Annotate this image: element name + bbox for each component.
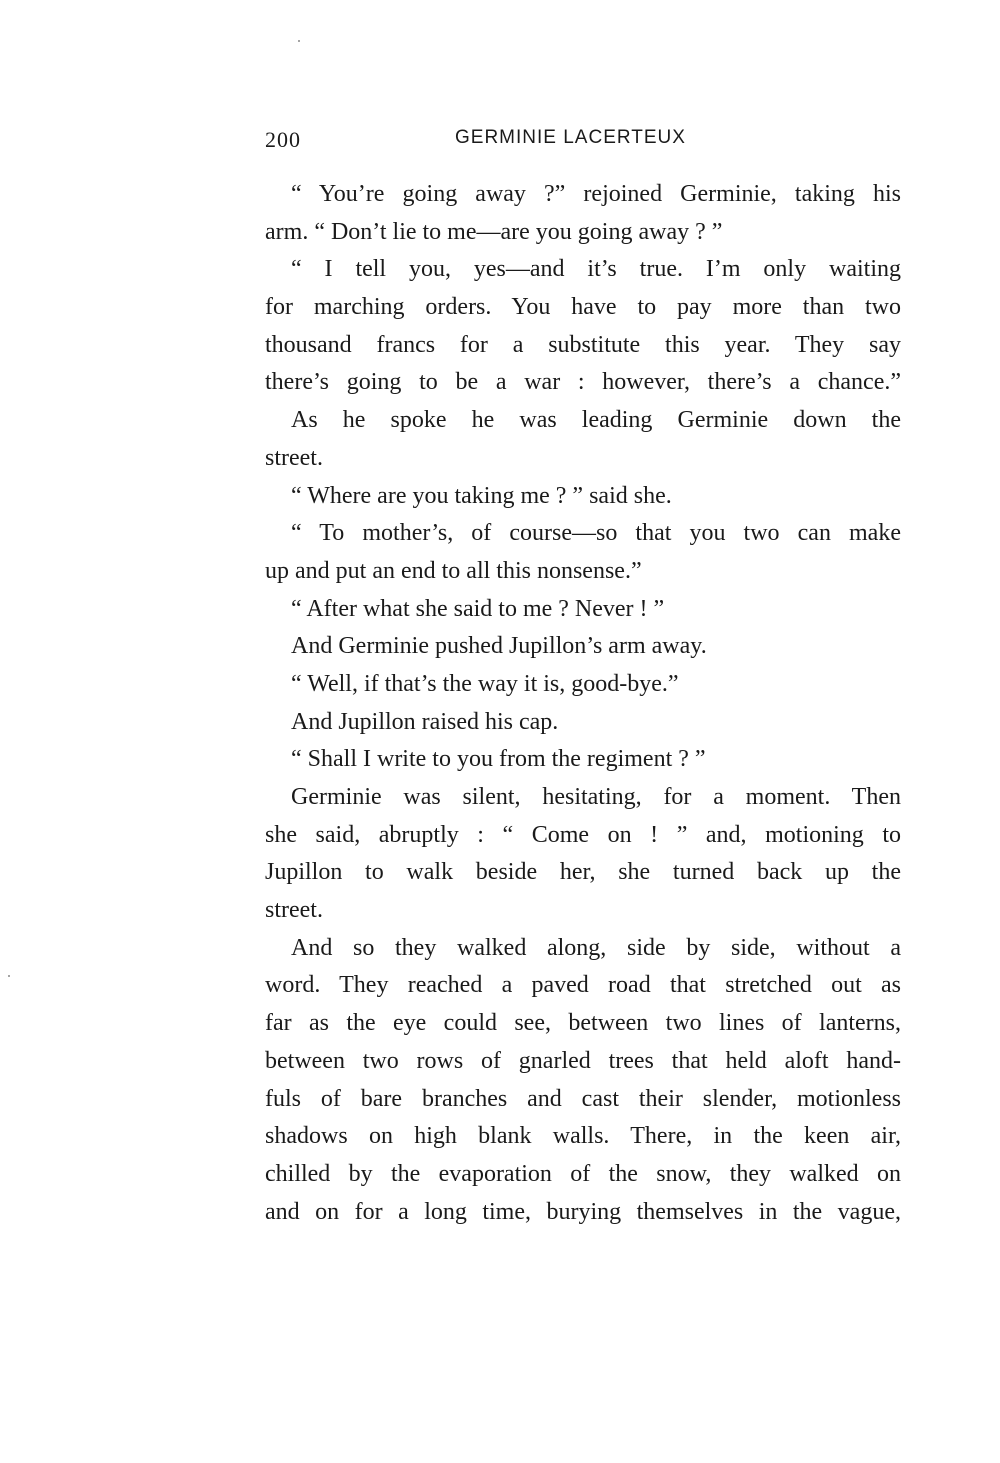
text-line: street. <box>265 897 323 924</box>
text-line: street. <box>265 444 323 471</box>
text-line: for marching orders. You have to pay more than two <box>265 294 901 321</box>
text-line: fuls of bare branches and cast their slender, motionless <box>265 1085 901 1112</box>
scan-speck <box>8 975 10 977</box>
text-line: “ Where are you taking me ? ” said she. <box>291 482 672 509</box>
text-line: As he spoke he was leading Germinie down the <box>291 407 901 434</box>
text-line: and on for a long time, burying themselves in the vague, <box>265 1198 901 1225</box>
text-line: shadows on high blank walls. There, in the keen air, <box>265 1123 901 1150</box>
text-line: she said, abruptly : “ Come on ! ” and, motioning to <box>265 821 901 848</box>
text-line: chilled by the evaporation of the snow, they walked on <box>265 1160 901 1187</box>
text-line: Jupillon to walk beside her, she turned back up the <box>265 859 901 886</box>
text-line: thousand francs for a substitute this year. They say <box>265 331 901 358</box>
body-text <box>265 176 901 1231</box>
running-head <box>265 127 901 157</box>
text-line: there’s going to be a war : however, there’s a chance.” <box>265 369 901 396</box>
text-line: arm. “ Don’t lie to me—are you going away ? ” <box>265 218 723 245</box>
running-title: GERMINIE LACERTEUX <box>455 127 686 148</box>
text-line: “ After what she said to me ? Never ! ” <box>291 595 665 622</box>
text-line: “ To mother’s, of course—so that you two can make <box>291 520 901 547</box>
text-line: “ Well, if that’s the way it is, good-bye.” <box>291 670 679 697</box>
text-line: And Jupillon raised his cap. <box>291 708 559 735</box>
text-line: And so they walked along, side by side, without a <box>291 934 901 961</box>
page-number: 200 <box>265 127 301 152</box>
text-line: “ You’re going away ?” rejoined Germinie, taking his <box>291 181 901 207</box>
text-line: word. They reached a paved road that stretched out as <box>265 972 901 999</box>
scan-speck <box>298 40 300 42</box>
text-line: up and put an end to all this nonsense.” <box>265 557 642 584</box>
text-line: “ I tell you, yes—and it’s true. I’m only waiting <box>291 256 901 283</box>
text-line: “ Shall I write to you from the regiment ? ” <box>291 746 706 773</box>
text-line: far as the eye could see, between two lines of lanterns, <box>265 1010 901 1037</box>
text-line: And Germinie pushed Jupillon’s arm away. <box>291 633 707 660</box>
text-line: Germinie was silent, hesitating, for a moment. Then <box>291 784 901 810</box>
text-line: between two rows of gnarled trees that held aloft hand- <box>265 1047 901 1074</box>
